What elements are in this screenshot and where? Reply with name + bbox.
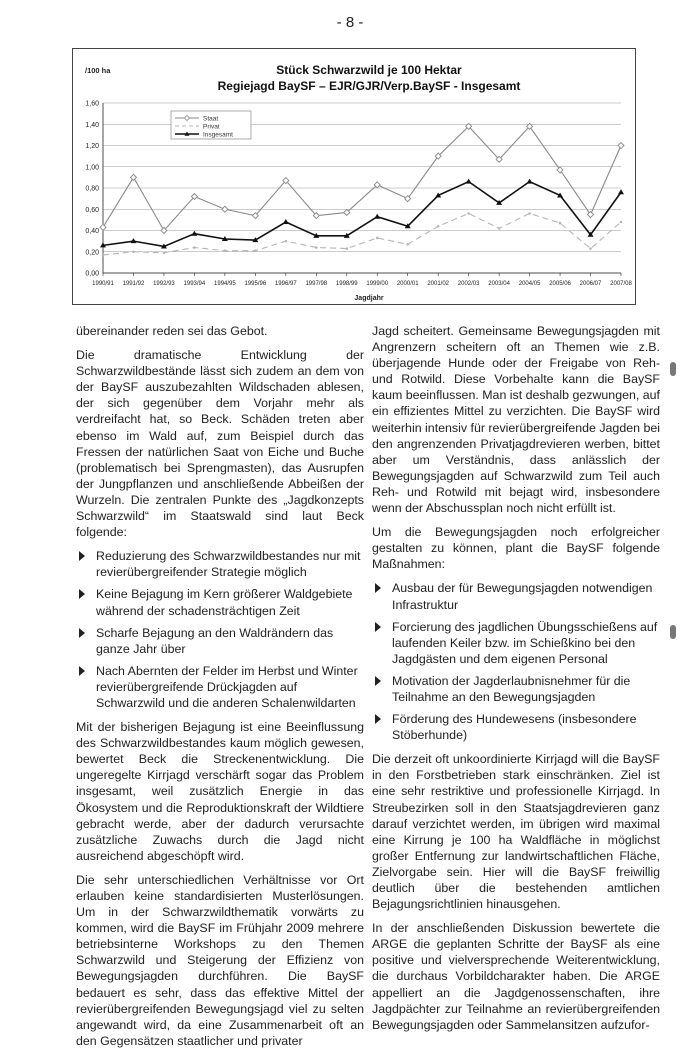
- data-point-privat: [224, 249, 227, 252]
- data-point-insgesamt: [466, 179, 472, 184]
- data-point-privat: [285, 240, 288, 243]
- left-column: [76, 323, 364, 1057]
- data-point-privat: [498, 227, 501, 230]
- list-item-text: Keine Bejagung im Kern größerer Waldgebiete während der schadensträchtigen Zeit: [96, 587, 353, 618]
- x-tick-label: 2004/05: [518, 281, 541, 287]
- data-point-privat: [437, 225, 440, 228]
- page-number: - 8 -: [336, 14, 364, 31]
- data-point-insgesamt: [191, 231, 197, 236]
- legend-label: Staat: [203, 115, 219, 123]
- x-tick-label: 2003/04: [488, 281, 510, 287]
- y-tick-label: 1,60: [85, 100, 99, 108]
- bullet-list: [76, 548, 364, 711]
- paragraph: Mit der bisherigen Bejagung ist eine Beeinflussung des Schwarzwildbestandes kaum möglich gewesen, bewertet Beck die Streckenentwicklung. Die ungeregelte Kirrjagd verschärft sogar das Problem insgesamt, weil zusätzlich Energie in das Ökosystem und die Reproduktionskraft der Wildtiere gebracht werde, aber der dadurch verursachte zusätzliche Zuwachs durch die Jagd nicht ausreichend abgeschöpft wird.: [76, 720, 364, 863]
- data-point-staat: [222, 206, 228, 212]
- x-tick-label: 2002/03: [457, 281, 480, 287]
- list-item-text: Ausbau der für Bewegungsjagden notwendigen Infrastruktur: [392, 581, 653, 612]
- list-item: [372, 711, 660, 743]
- x-tick-label: 2007/08: [610, 281, 632, 287]
- series-line-insgesamt: [103, 182, 621, 247]
- y-tick-label: 1,00: [85, 164, 99, 172]
- paragraph: Um die Bewegungsjagden noch erfolgreicher gestalten zu können, plant die BaySF folgende Maßnahmen:: [372, 525, 660, 572]
- data-point-privat: [163, 252, 166, 255]
- list-item: [76, 625, 364, 657]
- data-point-privat: [345, 247, 348, 250]
- x-tick-label: 2006/07: [579, 281, 602, 287]
- data-point-privat: [589, 247, 592, 250]
- list-item: [372, 580, 660, 612]
- data-point-staat: [618, 143, 624, 149]
- triangle-bullet-icon: [375, 676, 381, 686]
- x-tick-label: 1992/93: [153, 281, 175, 287]
- punch-hole-mark: [670, 625, 676, 639]
- y-tick-label: 0,20: [85, 249, 99, 257]
- data-point-insgesamt: [618, 189, 624, 194]
- list-item-text: Motivation der Jagderlaubnisnehmer für die Teilnahme an den Bewegungsjagden: [392, 673, 631, 704]
- x-tick-label: 1996/97: [274, 281, 297, 287]
- series-line-staat: [103, 126, 621, 230]
- chart-ylabel: /100 ha: [85, 66, 111, 75]
- y-tick-label: 0,00: [85, 270, 99, 278]
- chart-title: Stück Schwarzwild je 100 Hektar: [276, 63, 462, 77]
- triangle-bullet-icon: [375, 583, 381, 593]
- paragraph: In der anschließenden Diskussion bewertete die ARGE die geplanten Schritte der BaySF als eine positive und vielversprechende Weiterentwicklung, die durchaus Vorbildcharakter haben. Die ARGE appelliert an die Jagdgenossenschaften, ihre Jagdpächter zur Teilnahme an revierübergreifenden Bewegungsjagden oder Sammelansitzen aufzufor-: [372, 921, 660, 1032]
- bullet-list: [372, 580, 660, 743]
- triangle-bullet-icon: [79, 666, 85, 676]
- data-point-privat: [559, 222, 562, 225]
- list-item: [372, 673, 660, 705]
- triangle-bullet-icon: [375, 714, 381, 724]
- legend-label: Insgesamt: [203, 131, 233, 139]
- triangle-bullet-icon: [79, 628, 85, 638]
- paragraph: Die dramatische Entwicklung der Schwarzwildbestände lässt sich zudem an dem von der BaySF auszubezahlten Wildschaden ablesen, der sich gegenüber dem Vorjahr mehr als verdreifacht hat, so Beck. Schäden treten aber ebenso im Wald auf, zum Beispiel durch das Fressen der natürlichen Saat von Eiche und Buche (problematisch bei Sprengmasten), das Ausrupfen der Jungpflanzen und anschließende Abbeißen der Wurzeln. Die zentralen Punkte des „Jagdkonzepts Schwarzwild“ im Staatswald sind laut Beck folgende:: [76, 348, 364, 540]
- x-tick-label: 1999/00: [366, 281, 389, 287]
- paragraph: übereinander reden sei das Gebot.: [76, 324, 268, 338]
- data-point-privat: [254, 249, 257, 252]
- data-point-insgesamt: [374, 214, 380, 219]
- list-item: [76, 663, 364, 711]
- punch-hole-mark: [670, 362, 676, 376]
- list-item-text: Nach Abernten der Felder im Herbst und Winter revierübergreifende Drückjagden auf Schwarzwild und die anderen Schalenwildarten: [96, 663, 358, 710]
- list-item-text: Forcierung des jagdlichen Übungsschießens auf laufenden Keiler bzw. im Schießkino bei den Jagdgästen und dem eigenen Personal: [392, 619, 658, 666]
- data-point-staat: [100, 224, 106, 230]
- chart-xlabel: Jagdjahr: [354, 295, 384, 302]
- y-tick-label: 1,20: [85, 143, 99, 150]
- data-point-staat: [130, 174, 136, 180]
- x-tick-label: 2000/01: [396, 281, 419, 287]
- legend-label: Privat: [203, 123, 220, 131]
- data-point-privat: [467, 212, 470, 215]
- x-tick-label: 1997/98: [305, 281, 328, 287]
- list-item: [76, 548, 364, 580]
- line-chart: [73, 49, 635, 304]
- series-line-privat: [103, 214, 621, 255]
- x-tick-label: 2005/06: [549, 281, 571, 287]
- list-item-text: Förderung des Hundewesens (insbesondere Stöberhunde): [392, 712, 637, 743]
- x-tick-label: 1995/96: [244, 281, 267, 287]
- x-tick-label: 1998/99: [335, 281, 358, 287]
- list-item-text: Reduzierung des Schwarzwildbestandes nur mit revierübergreifender Strategie möglich: [96, 549, 361, 580]
- paragraph: Die sehr unterschiedlichen Verhältnisse vor Ort erlauben keine standardisierten Musterlösungen. Um in der Schwarzwildthematik vorwärts zu kommen, wird die BaySF im Frühjahr 2009 mehrere betriebsinterne Workshops zu den Themen Schwarzwild und Steigerung der Effizienz von Bewegungsjagden durchführen. Die BaySF bedauert es sehr, dass das effektive Mittel der revierübergreifenden Bewegungsjagd viel zu selten angewandt wird, da eine Zusammenarbeit oft an den Gegensätzen staatlicher und privater: [76, 872, 364, 1048]
- data-point-insgesamt: [527, 179, 533, 184]
- paragraph: Die derzeit oft unkoordinierte Kirrjagd will die BaySF in den Forstbetrieben stark einschränken. Ziel ist eine sehr restriktive und professionelle Kirrjagd. In Streubezirken soll in den Staatsjagdrevieren ganz darauf verzichtet werden, im übrigen wird maximal eine Kirrung je 100 ha Waldfläche in möglichst großer Entfernung zur landwirtschaftlichen Fläche, Zielvorgabe sein. Hier will die BaySF freiwillig deutlich über die bestehenden amtlichen Bejagungsrichtlinien hinausgehen.: [372, 752, 660, 912]
- triangle-bullet-icon: [79, 551, 85, 561]
- triangle-bullet-icon: [79, 589, 85, 599]
- x-tick-label: 2001/02: [427, 281, 450, 287]
- data-point-insgesamt: [283, 219, 289, 224]
- paragraph: Jagd scheitert. Gemeinsame Bewegungsjagden mit Angrenzern scheitern oft an Themen wie z.B. überjagende Hunde oder der Freigabe von Reh- und Rotwild. Diese Vorbehalte kann die BaySF kaum beeinflussen. Man ist deshalb gezwungen, auf ein effizientes Mittel zu verzichten. Die BaySF wird weiterhin intensiv für revierübergreifende Jagden bei den angrenzenden Privatjagdrevieren werben, bittet aber um Verständnis, dass anlässlich der Bewegungsjagden auf Schwarzwild zum Teil auch Reh- und Rotwild mit bejagt wird, insbesondere wenn der Abschussplan noch nicht erfüllt ist.: [372, 324, 660, 516]
- y-tick-label: 0,40: [85, 228, 99, 235]
- data-point-privat: [376, 237, 379, 240]
- data-point-privat: [315, 246, 318, 249]
- list-item: [372, 619, 660, 667]
- y-tick-label: 0,60: [85, 206, 99, 214]
- chart-frame: [72, 48, 636, 305]
- right-column: [372, 323, 660, 1041]
- data-point-privat: [528, 212, 531, 215]
- data-point-staat: [588, 212, 594, 218]
- triangle-bullet-icon: [375, 622, 381, 632]
- y-tick-label: 0,80: [85, 185, 99, 193]
- x-tick-label: 1994/95: [214, 281, 236, 287]
- data-point-privat: [620, 221, 623, 224]
- data-point-privat: [193, 246, 196, 249]
- chart-subtitle: Regiejagd BaySF – EJR/GJR/Verp.BaySF - Insgesamt: [217, 79, 521, 93]
- data-point-privat: [102, 254, 105, 257]
- x-tick-label: 1991/92: [122, 281, 145, 287]
- list-item: [76, 586, 364, 618]
- list-item-text: Scharfe Bejagung an den Waldrändern das ganze Jahr über: [96, 625, 334, 656]
- data-point-privat: [132, 250, 135, 253]
- x-tick-label: 1993/94: [183, 281, 206, 287]
- data-point-privat: [406, 243, 409, 246]
- y-tick-label: 1,40: [85, 121, 99, 129]
- x-tick-label: 1990/91: [92, 281, 114, 287]
